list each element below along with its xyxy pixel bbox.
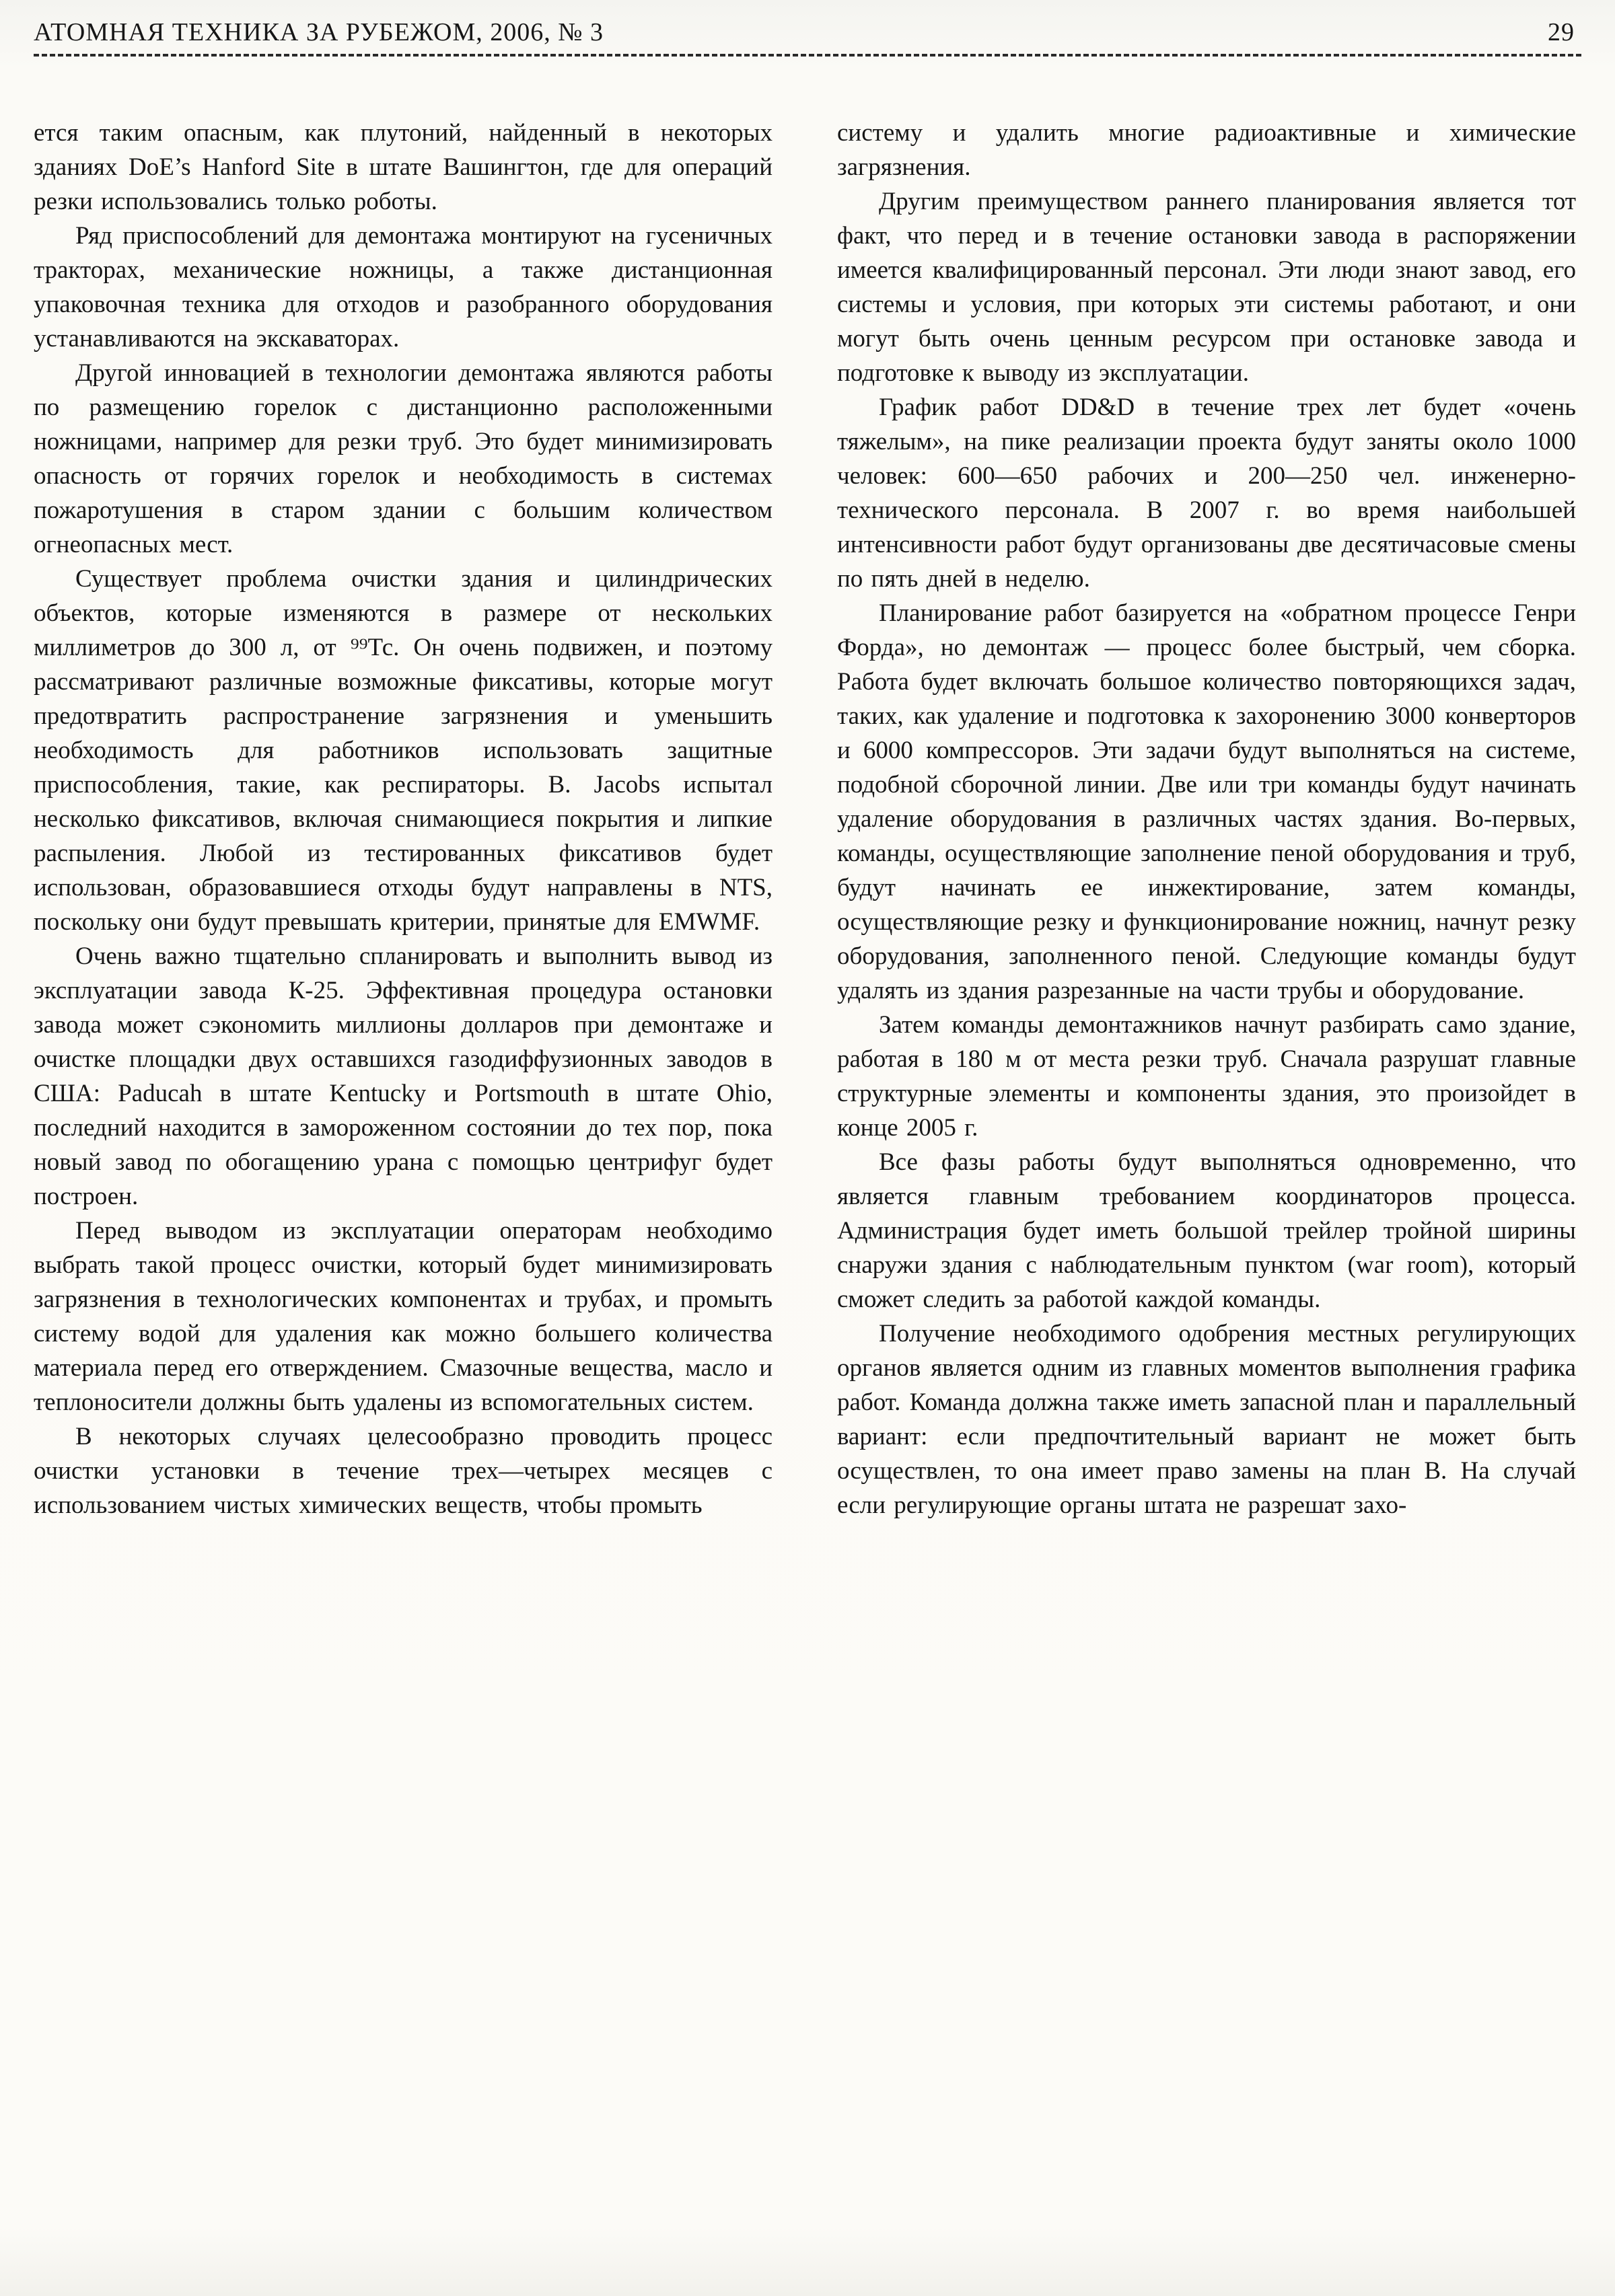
paragraph: В некоторых случаях целесообразно проводить процесс очистки установки в течение трех—четырех месяцев с использованием чистых химических веществ, чтобы промыть [34,1423,773,1519]
paragraph: Другим преимуществом раннего планирования является тот факт, что перед и в течение остановки завода в распоряжении имеется квалифицированный персонал. Эти люди знают завод, его системы и условия, при которых эти системы работают, и они могут быть очень ценным ресурсом при остановке завода и подготовке к выводу из эксплуатации. [837,188,1576,387]
paragraph: Планирование работ базируется на «обратном процессе Генри Форда», но демонтаж — процесс более быстрый, чем сборка. Работа будет включать большое количество повторяющихся задач, таких, как удаление и подготовка к захоронению 3000 конверторов и 6000 компрессоров. Эти задачи будут выполняться на системе, подобной сборочной линии. Две или три команды будут начинать удаление оборудования в различных частях здания. Во-первых, команды, осуществляющие заполнение пеной оборудования и труб, будут начинать ее инжектирование, затем команды, осуществляющие резку и функционирование ножниц, начнут резку оборудования, заполненного пеной. Следующие команды будут удалять из здания разрезанные на части трубы и оборудование. [837,599,1576,1004]
paragraph: Ряд приспособлений для демонтажа монтируют на гусеничных тракторах, механические ножницы, а также дистанционная упаковочная техника для отходов и разобранного оборудования устанавливаются на экскаваторах. [34,222,773,353]
paragraph: Все фазы работы будут выполняться одновременно, что является главным требованием координаторов процесса. Администрация будет иметь большой трейлер тройной ширины снаружи здания с наблюдательным пунктом (war room), который сможет следить за работой каждой команды. [837,1148,1576,1313]
paragraph: ется таким опасным, как плутоний, найденный в некоторых зданиях DoE’s Hanford Site в штате Вашингтон, где для операций резки использовались только роботы. [34,119,773,215]
right-column [837,116,1576,1522]
article-body [0,57,1615,1522]
journal-title: АТОМНАЯ ТЕХНИКА ЗА РУБЕЖОМ, 2006, № 3 [34,18,604,46]
page-number: 29 [1548,18,1575,46]
paragraph: Другой инновацией в технологии демонтажа являются работы по размещению горелок с дистанционно расположенными ножницами, например для резки труб. Это будет минимизировать опасность от горячих горелок и необходимость в системах пожаротушения в старом здании с большим количеством огнеопасных мест. [34,359,773,558]
left-column [34,116,773,1522]
page-header [0,0,1615,47]
paragraph: График работ DD&D в течение трех лет будет «очень тяжелым», на пике реализации проекта будут заняты около 1000 человек: 600—650 рабочих и 200—250 чел. инженерно-технического персонала. В 2007 г. во время наибольшей интенсивности работ будут организованы две десятичасовые смены по пять дней в неделю. [837,394,1576,593]
paragraph: систему и удалить многие радиоактивные и химические загрязнения. [837,119,1576,181]
paragraph: Затем команды демонтажников начнут разбирать само здание, работая в 180 м от места резки труб. Сначала разрушат главные структурные элементы и компоненты здания, это произойдет в конце 2005 г. [837,1011,1576,1142]
paragraph: Получение необходимого одобрения местных регулирующих органов является одним из главных моментов выполнения графика работ. Команда должна также иметь запасной план и параллельный вариант: если предпочтительный вариант не может быть осуществлен, то она имеет право замены на план В. На случай если регулирующие органы штата не разрешат захо- [837,1320,1576,1519]
paragraph: Перед выводом из эксплуатации операторам необходимо выбрать такой процесс очистки, который будет минимизировать загрязнения в технологических компонентах и трубах, и промыть систему водой для удаления как можно большего количества материала перед его отверждением. Смазочные вещества, масло и теплоносители должны быть удалены из вспомогательных систем. [34,1217,773,1416]
paragraph: Существует проблема очистки здания и цилиндрических объектов, которые изменяются в размере от нескольких миллиметров до 300 л, от ⁹⁹Тс. Он очень подвижен, и поэтому рассматривают различные возможные фиксативы, которые могут предотвратить распространение загрязнения и уменьшить необходимость для работников использовать защитные приспособления, такие, как респираторы. В. Jacobs испытал несколько фиксативов, включая снимающиеся покрытия и липкие распыления. Любой из тестированных фиксативов будет использован, образовавшиеся отходы будут направлены в NTS, поскольку они будут превышать критерии, принятые для EMWMF. [34,565,773,936]
paragraph: Очень важно тщательно спланировать и выполнить вывод из эксплуатации завода К-25. Эффективная процедура остановки завода может сэкономить миллионы долларов при демонтаже и очистке площадки двух оставшихся газодиффузионных заводов в США: Paducah в штате Kentucky и Portsmouth в штате Ohio, последний находится в замороженном состоянии до тех пор, пока новый завод по обогащению урана с помощью центрифуг будет построен. [34,942,773,1210]
